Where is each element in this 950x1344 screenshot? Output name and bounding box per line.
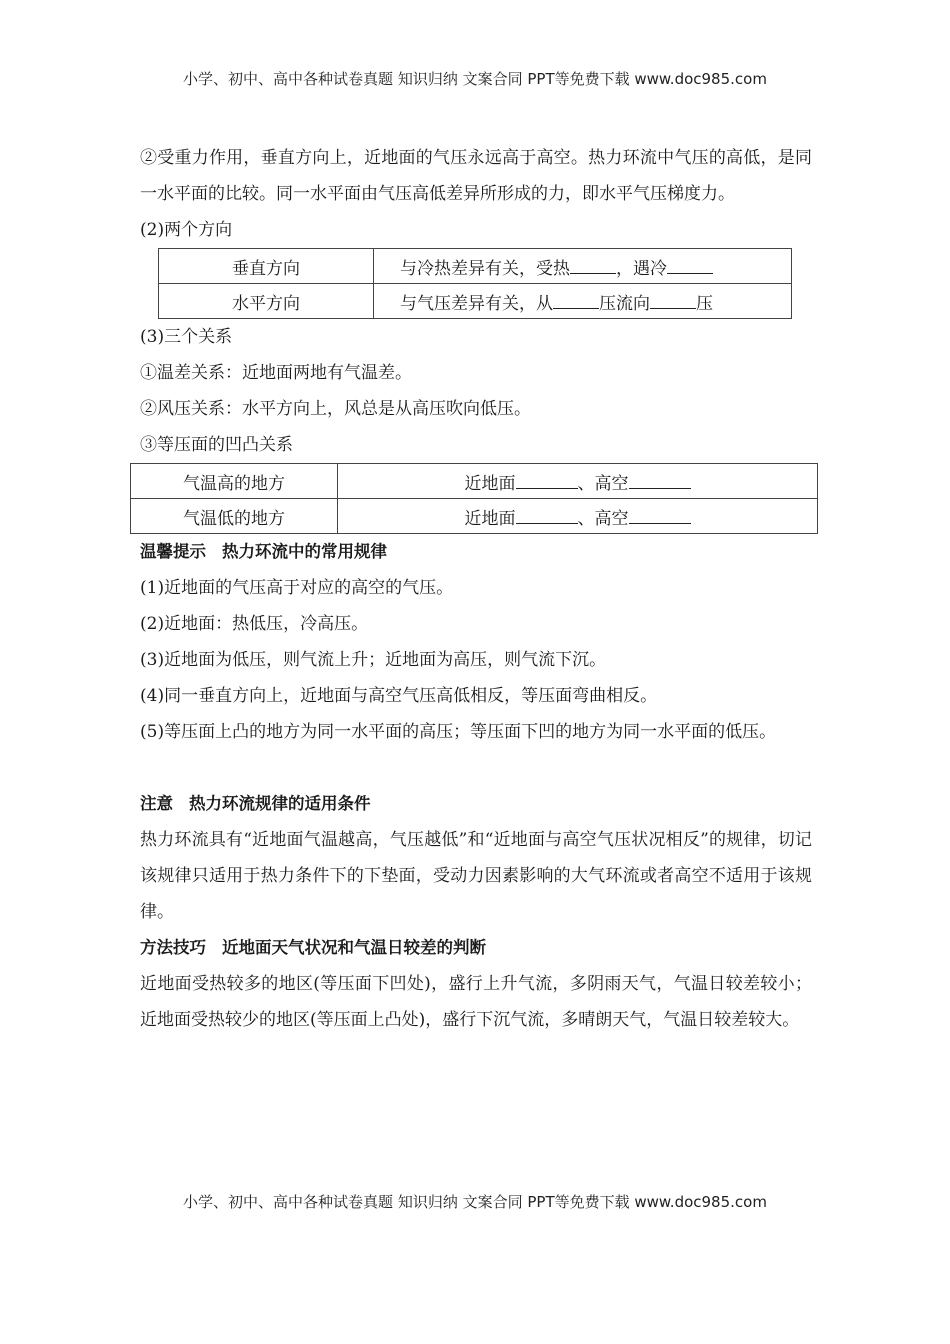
note-heading bbox=[140, 786, 812, 822]
isobaric-table bbox=[130, 463, 818, 534]
cell-text: 近地面 bbox=[464, 473, 516, 494]
fill-blank[interactable] bbox=[516, 505, 578, 524]
tip-heading bbox=[140, 534, 812, 570]
table-cell-label: 水平方向 bbox=[159, 284, 374, 319]
tip-label: 温馨提示 bbox=[140, 542, 206, 561]
list-item: (1)近地面的气压高于对应的高空的气压。 bbox=[140, 578, 454, 598]
cell-text: 压流向 bbox=[599, 293, 650, 314]
cell-text: 压 bbox=[696, 293, 713, 314]
three-relations-heading: (3)三个关系 bbox=[140, 327, 233, 347]
gravity-paragraph: ②受重力作用，垂直方向上，近地面的气压永远高于高空。热力环流中气压的高低，是同一水平面的比较。同一水平面由气压高低差异所形成的力，即水平气压梯度力。 bbox=[140, 148, 812, 204]
table-row bbox=[131, 499, 818, 534]
page-header: 小学、初中、高中各种试卷真题 知识归纳 文案合同 PPT等免费下载 www.doc985.com bbox=[183, 70, 767, 88]
note-label: 注意 bbox=[140, 794, 173, 813]
method-heading bbox=[140, 930, 812, 966]
document-body bbox=[140, 140, 812, 1038]
spacer bbox=[140, 750, 812, 786]
table-cell-content bbox=[374, 284, 792, 319]
fill-blank[interactable] bbox=[667, 255, 713, 274]
table-row bbox=[131, 464, 818, 499]
page-footer: 小学、初中、高中各种试卷真题 知识归纳 文案合同 PPT等免费下载 www.doc985.com bbox=[183, 1193, 767, 1211]
cell-text: 近地面 bbox=[464, 508, 516, 529]
note-title: 热力环流规律的适用条件 bbox=[189, 794, 371, 813]
table-cell-label: 垂直方向 bbox=[159, 249, 374, 284]
table-cell-content bbox=[374, 249, 792, 284]
note-paragraph: 热力环流具有“近地面气温越高，气压越低”和“近地面与高空气压状况相反”的规律，切记该规律只适用于热力条件下的下垫面，受动力因素影响的大气环流或者高空不适用于该规律。 bbox=[140, 830, 812, 922]
two-directions-heading: (2)两个方向 bbox=[140, 220, 233, 240]
list-item: (3)近地面为低压，则气流上升；近地面为高压，则气流下沉。 bbox=[140, 650, 607, 670]
method-label: 方法技巧 bbox=[140, 938, 206, 957]
method-title: 近地面天气状况和气温日较差的判断 bbox=[222, 938, 486, 957]
relation-temperature: ①温差关系：近地面两地有气温差。 bbox=[140, 363, 412, 383]
fill-blank[interactable] bbox=[516, 470, 578, 489]
list-item: (2)近地面：热低压，冷高压。 bbox=[140, 614, 369, 634]
directions-table bbox=[158, 248, 792, 319]
table-row bbox=[159, 249, 792, 284]
method-paragraph: 近地面受热较多的地区(等压面下凹处)，盛行上升气流，多阴雨天气，气温日较差较小；近地面受热较少的地区(等压面上凸处)，盛行下沉气流，多晴朗天气，气温日较差较大。 bbox=[140, 974, 812, 1030]
fill-blank[interactable] bbox=[629, 470, 691, 489]
cell-text: 与气压差异有关，从 bbox=[400, 293, 553, 314]
table-row bbox=[159, 284, 792, 319]
cell-text: 、高空 bbox=[577, 508, 629, 529]
cell-text: 、高空 bbox=[577, 473, 629, 494]
fill-blank[interactable] bbox=[553, 290, 599, 309]
table-cell-content bbox=[338, 499, 818, 534]
table-cell-content bbox=[338, 464, 818, 499]
list-item: (5)等压面上凸的地方为同一水平面的高压；等压面下凹的地方为同一水平面的低压。 bbox=[140, 722, 777, 742]
fill-blank[interactable] bbox=[650, 290, 696, 309]
table-cell-label: 气温低的地方 bbox=[131, 499, 338, 534]
table-cell-label: 气温高的地方 bbox=[131, 464, 338, 499]
cell-text: 与冷热差异有关，受热 bbox=[400, 258, 570, 279]
cell-text: ，遇冷 bbox=[616, 258, 667, 279]
fill-blank[interactable] bbox=[629, 505, 691, 524]
fill-blank[interactable] bbox=[570, 255, 616, 274]
tip-title: 热力环流中的常用规律 bbox=[222, 542, 387, 561]
list-item: (4)同一垂直方向上，近地面与高空气压高低相反，等压面弯曲相反。 bbox=[140, 686, 658, 706]
relation-isobaric-surface: ③等压面的凹凸关系 bbox=[140, 435, 293, 455]
relation-wind-pressure: ②风压关系：水平方向上，风总是从高压吹向低压。 bbox=[140, 399, 531, 419]
